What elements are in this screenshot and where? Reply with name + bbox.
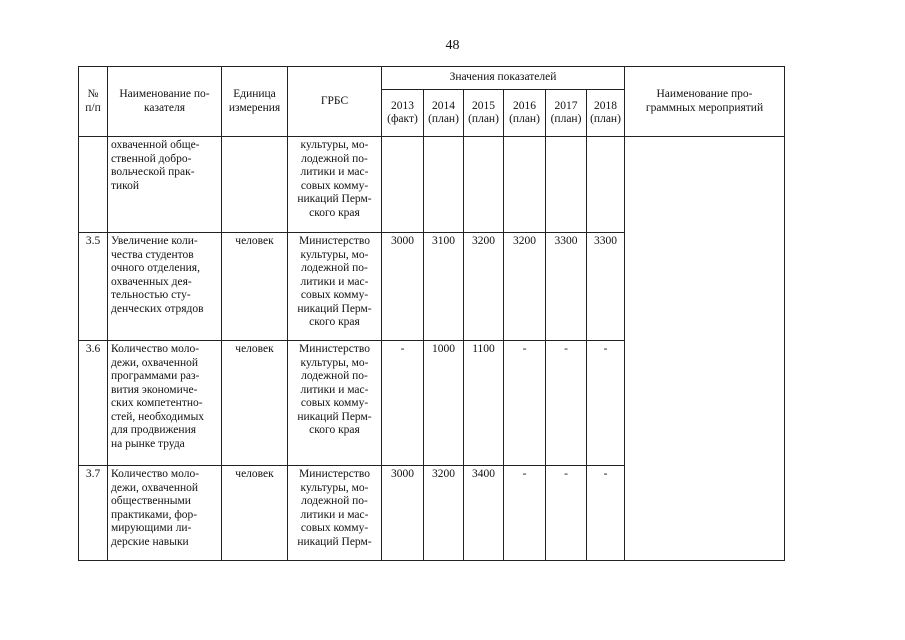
row-value: - — [587, 466, 625, 561]
row-value: 3200 — [464, 233, 504, 341]
col-header-grbs: ГРБС — [288, 67, 382, 137]
row-unit: человек — [222, 341, 288, 466]
row-indicator-name: Количество моло- дежи, охваченной программами раз- вития экономиче- ских компетентно- стей, необходимых для продвижения на рынке труда — [108, 341, 222, 466]
row-indicator-name: Количество моло- дежи, охваченной общественными практиками, фор- мирующими ли- дерские навыки — [108, 466, 222, 561]
table-row — [79, 137, 785, 233]
row-value: 3100 — [424, 233, 464, 341]
col-header-num: № п/п — [79, 67, 108, 137]
col-header-year — [504, 90, 546, 137]
row-indicator-name: охваченной обще- ственной добро- вольческой прак- тикой — [108, 137, 222, 233]
row-value: 3000 — [382, 466, 424, 561]
row-grbs: Министерство культуры, мо- лодежной по- литики и мас- совых комму- никаций Перм- ского края — [288, 341, 382, 466]
col-header-name: Наименование по- казателя — [108, 67, 222, 137]
row-grbs: Министерство культуры, мо- лодежной по- литики и мас- совых комму- никаций Перм- — [288, 466, 382, 561]
row-value — [382, 137, 424, 233]
row-value — [587, 137, 625, 233]
page-number: 48 — [445, 38, 460, 53]
row-value: - — [504, 341, 546, 466]
indicators-table — [78, 66, 785, 561]
row-value — [504, 137, 546, 233]
row-grbs: культуры, мо- лодежной по- литики и мас- совых комму- никаций Перм- ского края — [288, 137, 382, 233]
row-value: - — [504, 466, 546, 561]
year-kind: (план) — [550, 113, 582, 125]
row-value: - — [587, 341, 625, 466]
row-value: 1000 — [424, 341, 464, 466]
col-header-values-group: Значения показателей — [382, 67, 625, 90]
col-header-year — [424, 90, 464, 137]
col-header-year — [464, 90, 504, 137]
row-unit: человек — [222, 233, 288, 341]
row-unit: человек — [222, 466, 288, 561]
year-kind: (факт) — [387, 113, 418, 125]
row-num: 3.6 — [79, 341, 108, 466]
row-value: 1100 — [464, 341, 504, 466]
col-header-program: Наименование про- граммных мероприятий — [625, 67, 785, 137]
year-label: 2013 — [391, 99, 414, 112]
col-header-year — [546, 90, 587, 137]
year-label: 2014 — [432, 99, 455, 112]
year-kind: (план) — [590, 113, 621, 125]
row-value: 3200 — [424, 466, 464, 561]
year-label: 2017 — [554, 99, 578, 112]
year-label: 2016 — [513, 99, 536, 112]
row-unit — [222, 137, 288, 233]
row-value — [424, 137, 464, 233]
row-indicator-name: Увеличение коли- чества студентов очного отделения, охваченных дея- тельностью сту- денческих отрядов — [108, 233, 222, 341]
row-num — [79, 137, 108, 233]
year-kind: (план) — [428, 113, 459, 125]
row-value — [546, 137, 587, 233]
row-value: - — [382, 341, 424, 466]
row-program-cell — [625, 137, 785, 561]
year-kind: (план) — [468, 113, 499, 125]
header-row-top — [79, 67, 785, 90]
row-value — [464, 137, 504, 233]
col-header-unit: Единица измерения — [222, 67, 288, 137]
row-grbs: Министерство культуры, мо- лодежной по- литики и мас- совых комму- никаций Перм- ского края — [288, 233, 382, 341]
row-value: 3300 — [587, 233, 625, 341]
year-label: 2018 — [594, 99, 617, 112]
row-num: 3.5 — [79, 233, 108, 341]
row-value: - — [546, 466, 587, 561]
year-kind: (план) — [509, 113, 540, 125]
row-value: 3200 — [504, 233, 546, 341]
row-value: 3300 — [546, 233, 587, 341]
row-value: - — [546, 341, 587, 466]
year-label: 2015 — [472, 99, 495, 112]
row-num: 3.7 — [79, 466, 108, 561]
row-value: 3000 — [382, 233, 424, 341]
col-header-year — [382, 90, 424, 137]
row-value: 3400 — [464, 466, 504, 561]
col-header-year — [587, 90, 625, 137]
